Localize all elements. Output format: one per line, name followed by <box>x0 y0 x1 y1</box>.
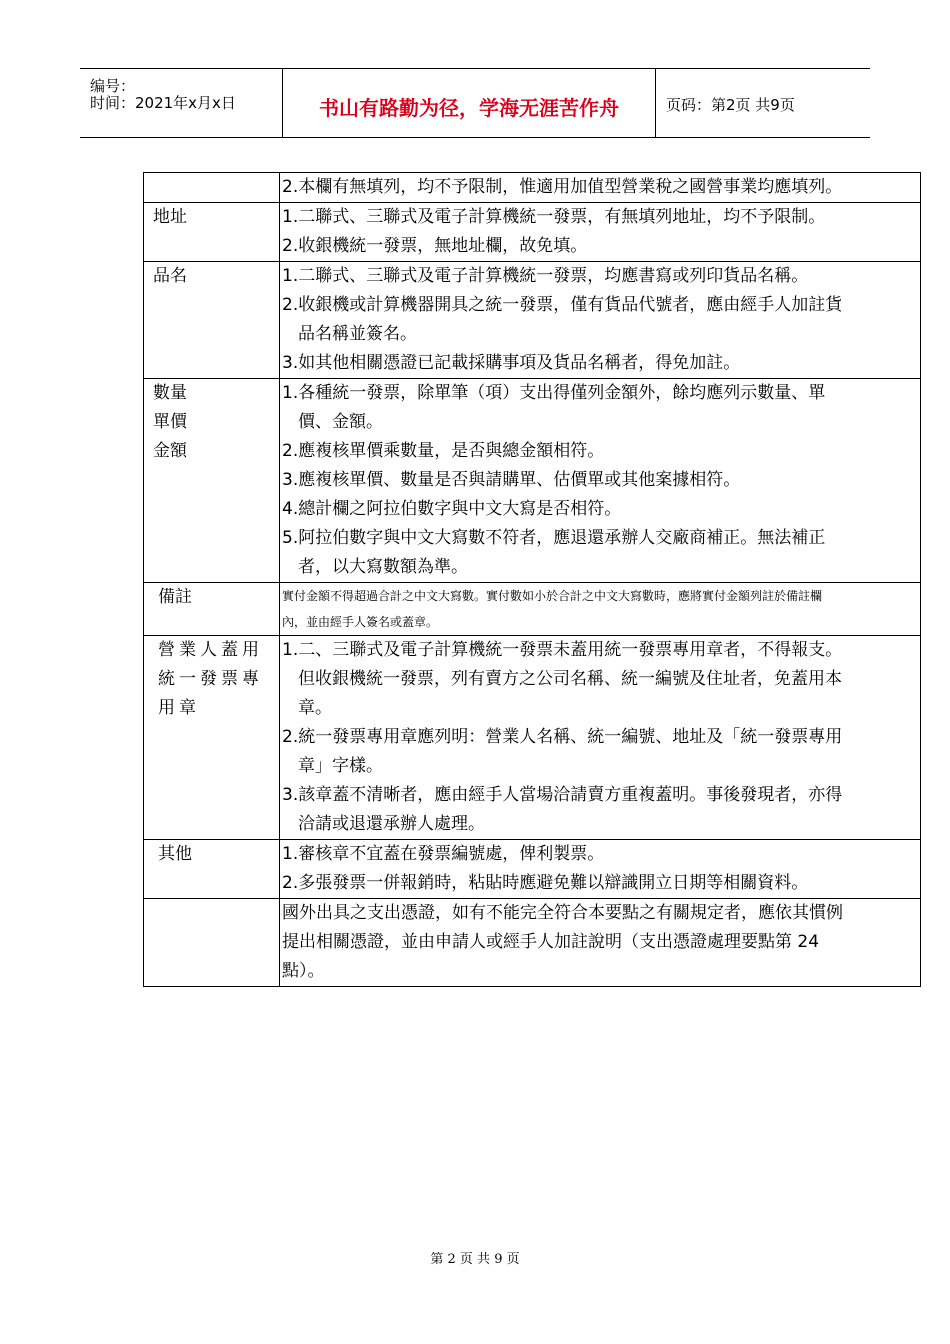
content-line: 2.本欄有無填列，均不予限制，惟適用加值型營業稅之國營事業均應填列。 <box>282 177 843 197</box>
row-content <box>280 262 921 379</box>
key-line: 營業人蓋用 <box>158 640 263 660</box>
key-line: 單價 <box>153 412 187 432</box>
content-line: 3.應複核單價、數量是否與請購單、估價單或其他案據相符。 <box>282 470 741 490</box>
content-line: 1.二、三聯式及電子計算機統一發票未蓋用統一發票專用章者，不得報支。 <box>282 640 843 660</box>
content-line: 國外出具之支出憑證，如有不能完全符合本要點之有關規定者，應依其慣例 <box>282 903 843 923</box>
content-line: 5.阿拉伯數字與中文大寫數不符者，應退還承辦人交廠商補正。無法補正 <box>282 528 826 548</box>
content-line: 3.該章蓋不清晰者，應由經手人當場洽請賣方重複蓋明。事後發現者，亦得 <box>282 785 843 805</box>
table-row <box>144 203 921 262</box>
page-header <box>80 68 870 138</box>
key-line: 數量 <box>153 383 187 403</box>
header-motto-cell <box>283 69 656 137</box>
document-date: 时间：2021年x月x日 <box>90 94 236 112</box>
content-line: 內，並由經手人簽名或蓋章。 <box>282 615 439 629</box>
content-line: 2.應複核單價乘數量，是否與總金額相符。 <box>282 441 605 461</box>
row-key <box>144 636 280 840</box>
table-row <box>144 262 921 379</box>
key-line: 統一發票專 <box>158 669 263 689</box>
row-key: 地址 <box>144 203 280 262</box>
row-content <box>280 173 921 203</box>
row-key: 備註 <box>144 583 280 636</box>
content-line: 實付金額不得超過合計之中文大寫數。實付數如小於合計之中文大寫數時，應將實付金額列註於備註欄 <box>282 589 823 603</box>
table-row <box>144 379 921 583</box>
table-row <box>144 899 921 987</box>
row-key: 其他 <box>144 840 280 899</box>
content-line: 但收銀機統一發票，列有賣方之公司名稱、統一編號及住址者，免蓋用本 <box>298 669 842 689</box>
content-line: 品名稱並簽名。 <box>298 324 417 344</box>
key-line: 金額 <box>153 441 187 461</box>
header-meta-cell <box>80 69 283 137</box>
row-content <box>280 899 921 987</box>
content-line: 提出相關憑證，並由申請人或經手人加註說明（支出憑證處理要點第 24 <box>282 932 820 952</box>
table-row <box>144 840 921 899</box>
header-page-cell <box>656 69 870 137</box>
content-line: 者，以大寫數額為準。 <box>298 557 468 577</box>
audit-rules-table <box>143 172 921 987</box>
content-line: 洽請或退還承辦人處理。 <box>298 814 485 834</box>
content-line: 2.收銀機統一發票，無地址欄，故免填。 <box>282 236 588 256</box>
row-content <box>280 203 921 262</box>
content-line: 章。 <box>298 698 332 718</box>
content-line: 2.統一發票專用章應列明：營業人名稱、統一編號、地址及「統一發票專用 <box>282 727 843 747</box>
row-content <box>280 379 921 583</box>
row-key <box>144 379 280 583</box>
content-line: 1.二聯式、三聯式及電子計算機統一發票，有無填列地址，均不予限制。 <box>282 207 826 227</box>
table-row <box>144 173 921 203</box>
page-footer: 第 2 页 共 9 页 <box>430 1252 520 1267</box>
content-line: 2.收銀機或計算機器開具之統一發票，僅有貨品代號者，應由經手人加註貨 <box>282 295 843 315</box>
content-line: 4.總計欄之阿拉伯數字與中文大寫是否相符。 <box>282 499 622 519</box>
row-key <box>144 173 280 203</box>
table-row <box>144 636 921 840</box>
row-content <box>280 636 921 840</box>
key-line: 用章 <box>158 698 200 718</box>
row-key <box>144 899 280 987</box>
content-line: 1.二聯式、三聯式及電子計算機統一發票，均應書寫或列印貨品名稱。 <box>282 266 809 286</box>
table-row <box>144 583 921 636</box>
content-line: 1.審核章不宜蓋在發票編號處，俾利製票。 <box>282 844 605 864</box>
content-line: 章」字樣。 <box>298 756 383 776</box>
content-line: 2.多張發票一併報銷時，粘貼時應避免難以辯識開立日期等相關資料。 <box>282 873 809 893</box>
content-line: 點）。 <box>282 961 325 981</box>
content-line: 3.如其他相關憑證已記載採購事項及貨品名稱者，得免加註。 <box>282 353 741 373</box>
row-content <box>280 583 921 636</box>
row-key: 品名 <box>144 262 280 379</box>
row-content <box>280 840 921 899</box>
content-line: 1.各種統一發票，除單筆（項）支出得僅列金額外，餘均應列示數量、單 <box>282 383 826 403</box>
content-line: 價、金額。 <box>298 412 383 432</box>
document-number: 编号： <box>90 77 136 95</box>
header-page-number: 页码：第2页 共9页 <box>666 96 795 114</box>
header-motto: 书山有路勤为径，学海无涯苦作舟 <box>319 96 619 120</box>
